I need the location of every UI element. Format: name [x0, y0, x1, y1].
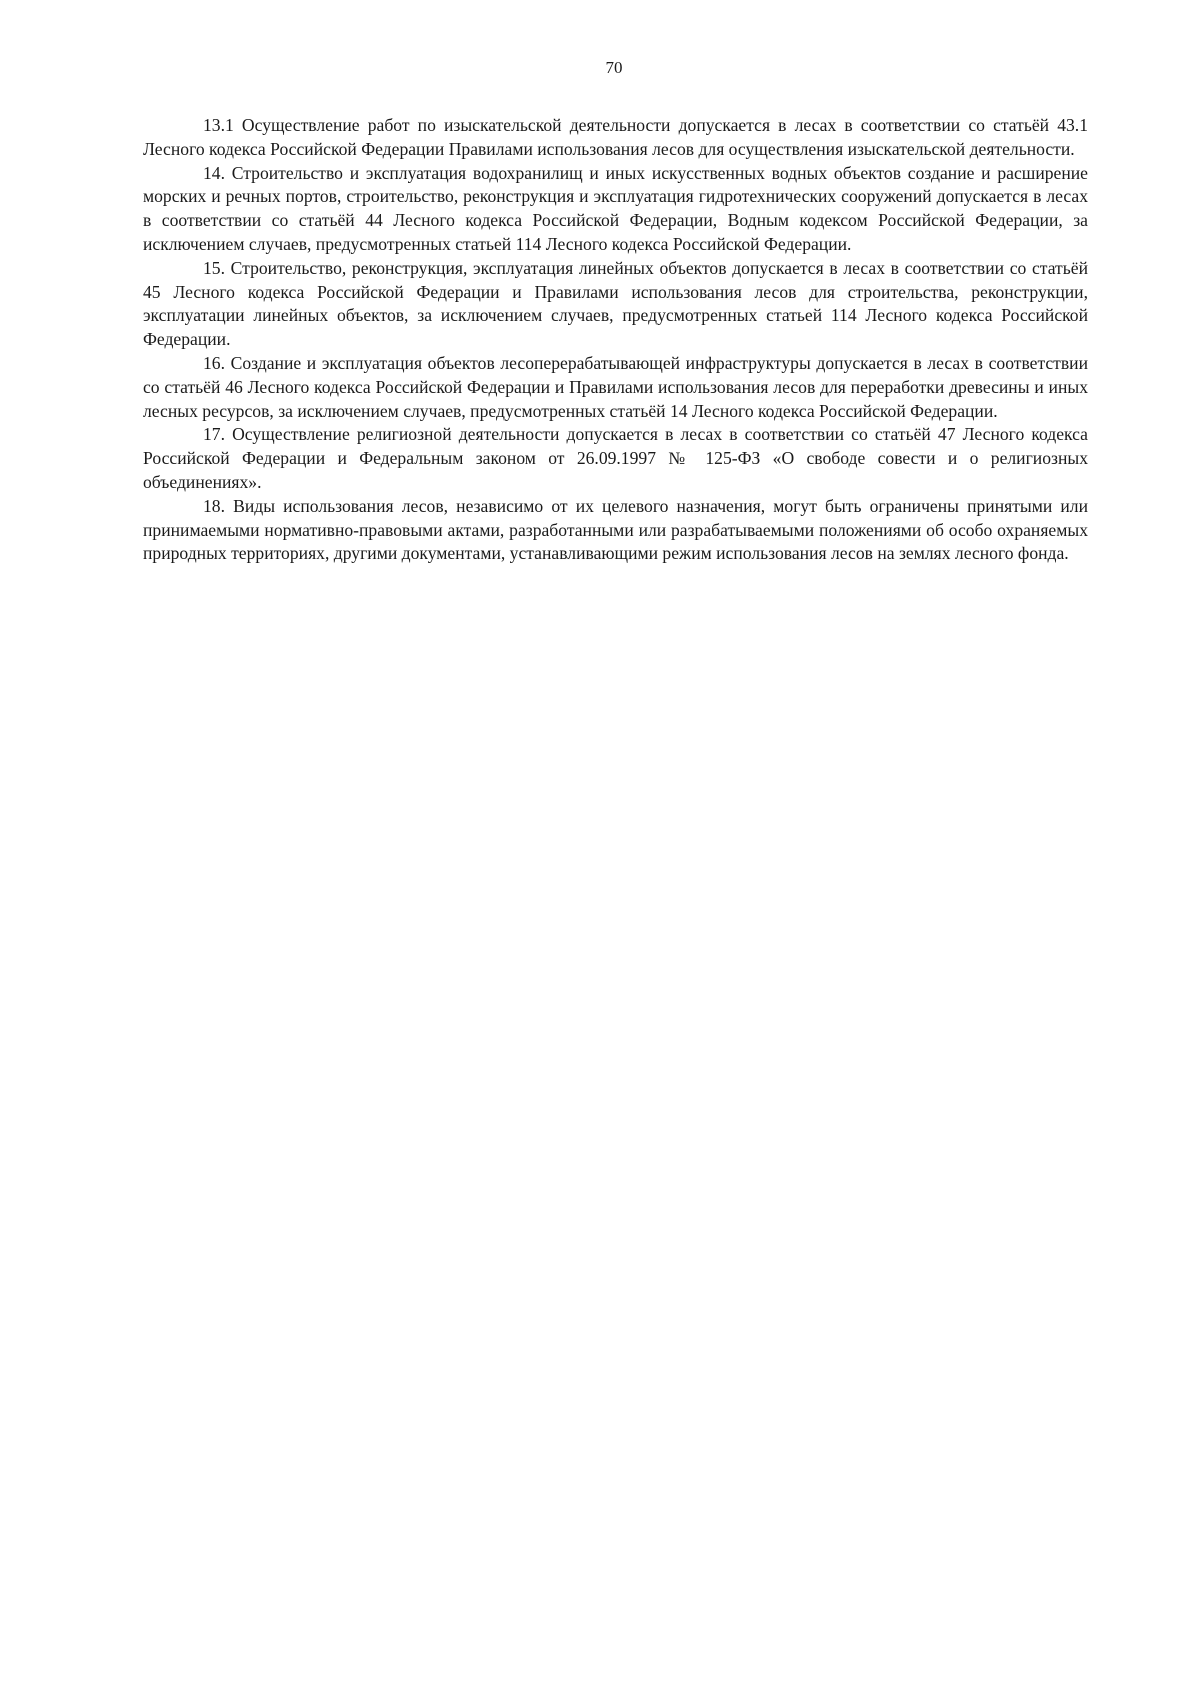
- paragraph-16: 16. Создание и эксплуатация объектов лесоперерабатывающей инфраструктуры допускается в лесах в соответствии со статьёй 46 Лесного кодекса Российской Федерации и Правилами использования лесов для переработки древесины и иных лесных ресурсов, за исключением случаев, предусмотренных статьёй 14 Лесного кодекса Российской Федерации.: [143, 352, 1088, 421]
- page-number: 70: [605, 58, 623, 77]
- paragraph-15: 15. Строительство, реконструкция, эксплуатация линейных объектов допускается в лесах в соответствии со статьёй 45 Лесного кодекса Российской Федерации и Правилами использования лесов для строительства, реконструкции, эксплуатации линейных объектов, за исключением случаев, предусмотренных статьей 114 Лесного кодекса Российской Федерации.: [143, 257, 1088, 350]
- paragraph-14: 14. Строительство и эксплуатация водохранилищ и иных искусственных водных объектов создание и расширение морских и речных портов, строительство, реконструкция и эксплуатация гидротехнических сооружений допускается в лесах в соответствии со статьёй 44 Лесного кодекса Российской Федерации, Водным кодексом Российской Федерации, за исключением случаев, предусмотренных статьей 114 Лесного кодекса Российской Федерации.: [143, 162, 1088, 254]
- paragraph-13-1: 13.1 Осуществление работ по изыскательской деятельности допускается в лесах в соответствии со статьёй 43.1 Лесного кодекса Российской Федерации Правилами использования лесов для осуществления изыскательской деятельности.: [143, 115, 1088, 159]
- document-body: [143, 114, 1088, 566]
- paragraph-17: 17. Осуществление религиозной деятельности допускается в лесах в соответствии со статьёй 47 Лесного кодекса Российской Федерации и Федеральным законом от 26.09.1997 № 125-ФЗ «О свободе совести и о религиозных объединениях».: [143, 424, 1088, 492]
- paragraph-18: 18. Виды использования лесов, независимо от их целевого назначения, могут быть ограничены принятыми или принимаемыми нормативно-правовыми актами, разработанными или разрабатываемыми положениями об особо охраняемых природных территориях, другими документами, устанавливающими режим использования лесов на землях лесного фонда.: [143, 495, 1088, 564]
